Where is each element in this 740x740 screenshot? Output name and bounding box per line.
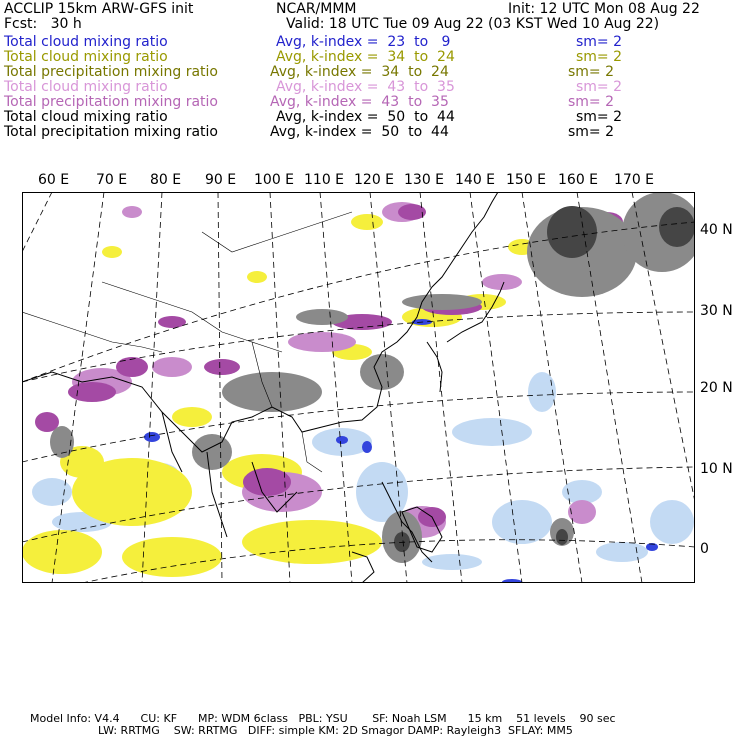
lon-label-120e: 120 E [354, 172, 395, 188]
lat-label-30n: 30 N [700, 303, 733, 319]
valid-time: Valid: 18 UTC Tue 09 Aug 22 (03 KST Wed 10 Aug 22) [286, 16, 660, 32]
lon-label-160e: 160 E [558, 172, 599, 188]
lon-label-130e: 130 E [404, 172, 445, 188]
lon-label-60e: 60 E [38, 172, 70, 188]
legend-row-7-avg: Avg, k-index = 50 to 44 [270, 124, 449, 140]
legend-row-7-name: Total precipitation mixing ratio [4, 124, 218, 140]
lon-label-140e: 140 E [455, 172, 496, 188]
legend-row-2-avg: Avg, k-index = 34 to 24 [276, 49, 455, 65]
map-panel [22, 192, 695, 583]
model-title: ACCLIP 15km ARW-GFS init [4, 1, 194, 17]
legend-row-2-name: Total cloud mixing ratio [4, 49, 168, 65]
lon-label-100e: 100 E [254, 172, 295, 188]
legend-row-4-sm: sm= 2 [576, 79, 623, 95]
lon-label-90e: 90 E [205, 172, 237, 188]
legend-row-6-name: Total cloud mixing ratio [4, 109, 168, 125]
lon-label-80e: 80 E [150, 172, 182, 188]
legend-row-4-name: Total cloud mixing ratio [4, 79, 168, 95]
lat-label-20n: 20 N [700, 380, 733, 396]
lon-label-110e: 110 E [304, 172, 345, 188]
footer-physics-info: LW: RRTMG SW: RRTMG DIFF: simple KM: 2D Smagor DAMP: Rayleigh3 SFLAY: MM5 [98, 724, 573, 737]
init-time: Init: 12 UTC Mon 08 Aug 22 [508, 1, 700, 17]
legend-row-3-sm: sm= 2 [568, 64, 615, 80]
legend-row-5-sm: sm= 2 [568, 94, 615, 110]
lat-label-40n: 40 N [700, 222, 733, 238]
legend-row-2-sm: sm= 2 [576, 49, 623, 65]
legend-row-6-sm: sm= 2 [576, 109, 623, 125]
legend-row-1-name: Total cloud mixing ratio [4, 34, 168, 50]
lat-label-10n: 10 N [700, 461, 733, 477]
lon-label-170e: 170 E [614, 172, 655, 188]
lat-label-0: 0 [700, 541, 709, 557]
legend-row-3-name: Total precipitation mixing ratio [4, 64, 218, 80]
forecast-hour: Fcst: 30 h [4, 16, 82, 32]
legend-row-1-avg: Avg, k-index = 23 to 9 [276, 34, 451, 50]
legend-row-7-sm: sm= 2 [568, 124, 615, 140]
legend-row-1-sm: sm= 2 [576, 34, 623, 50]
legend-row-5-name: Total precipitation mixing ratio [4, 94, 218, 110]
lon-label-70e: 70 E [96, 172, 128, 188]
footer-model-info: Model Info: V4.4 CU: KF MP: WDM 6class PBL: YSU SF: Noah LSM 15 km 51 levels 90 sec [30, 712, 616, 725]
legend-row-3-avg: Avg, k-index = 34 to 24 [270, 64, 449, 80]
legend-row-6-avg: Avg, k-index = 50 to 44 [276, 109, 455, 125]
org-label: NCAR/MMM [276, 1, 357, 17]
lon-label-150e: 150 E [506, 172, 547, 188]
legend-row-4-avg: Avg, k-index = 43 to 35 [276, 79, 455, 95]
legend-row-5-avg: Avg, k-index = 43 to 35 [270, 94, 449, 110]
